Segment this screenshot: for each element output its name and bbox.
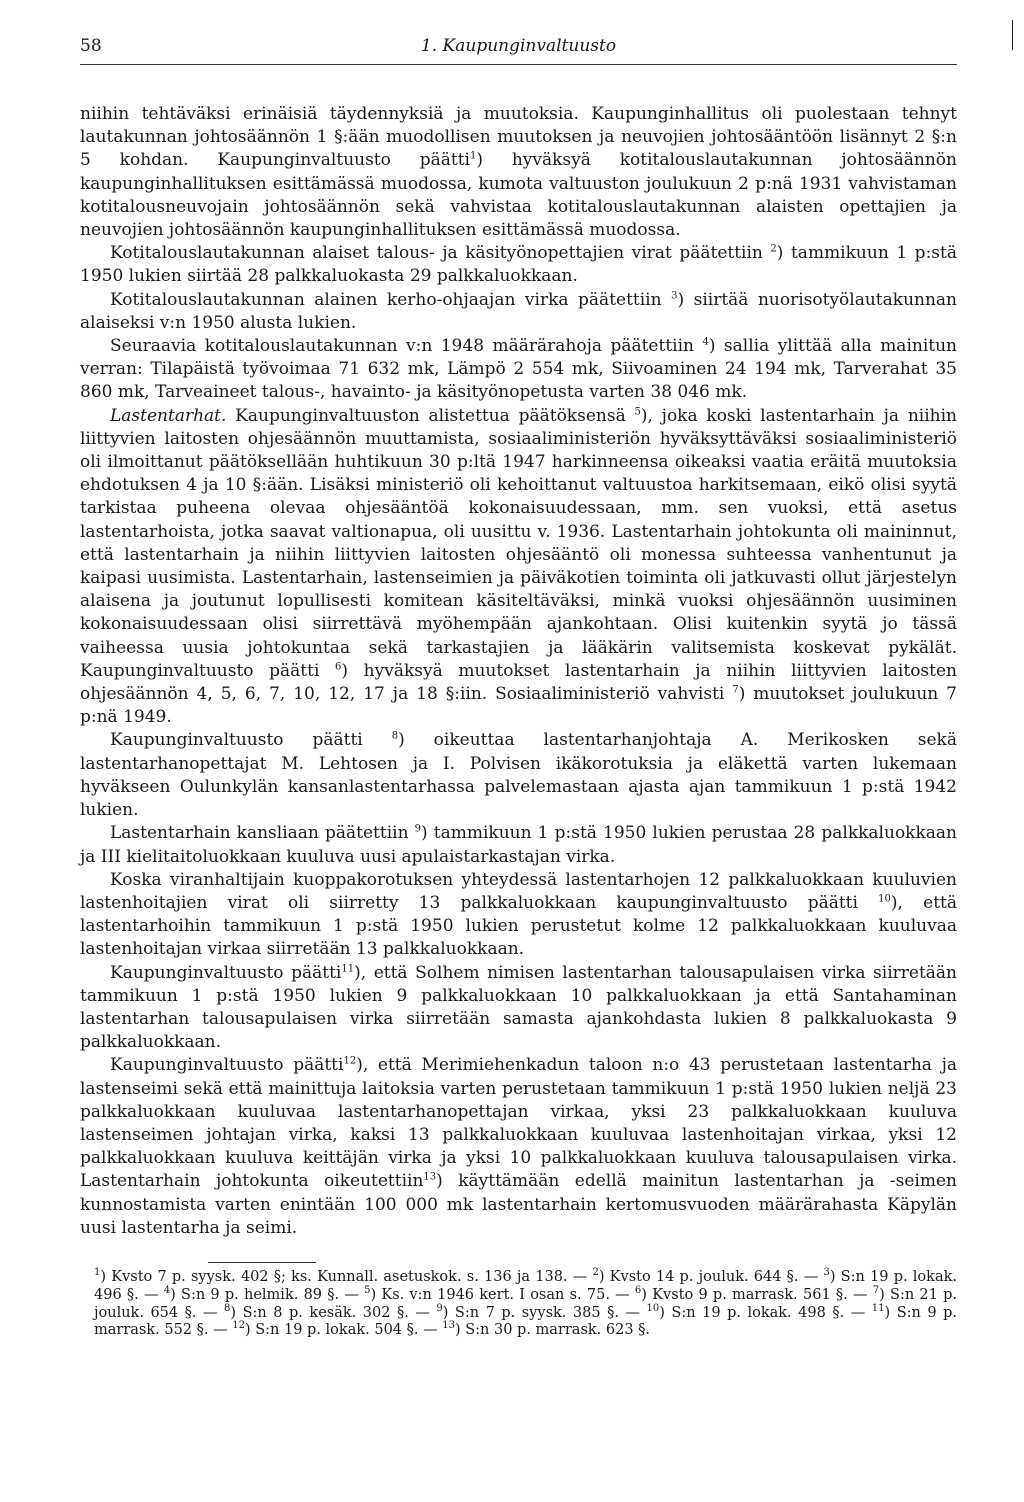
- text-run: ) muutokset joulukuun 7 p:nä 1949.: [80, 684, 957, 728]
- footnote-marker: 5: [364, 1284, 371, 1296]
- footnote-text: ) S:n 9 p. marrask. 552 §. —: [94, 1304, 957, 1339]
- paragraph: [80, 289, 957, 335]
- footnote-text: ) S:n 19 p. lokak. 504 §. —: [244, 1322, 443, 1339]
- paragraph: [80, 335, 957, 405]
- scan-edge-mark: [1012, 20, 1013, 50]
- text-run: ) käyttämään edellä mainitun lastentarhan ja -seimen kunnostamista varten enintään 100 000 mk lastentarhain kertomusvuoden määrärahasta Käpylän uusi lastentarha ja seimi.: [80, 1171, 957, 1238]
- footnote-marker: 12: [232, 1320, 245, 1332]
- footnote-text: ) S:n 30 p. marrask. 623 §.: [454, 1322, 651, 1339]
- footnote-text: ) Kvsto 7 p. syysk. 402 §; ks. Kunnall. asetuskok. s. 136 ja 138. —: [100, 1268, 593, 1285]
- footnote-ref: 8: [391, 730, 399, 742]
- footnote-text: ) S:n 19 p. lokak. 496 §. —: [94, 1268, 957, 1303]
- footnote-ref: 10: [878, 893, 891, 905]
- footnote-marker: 6: [634, 1284, 642, 1296]
- text-run: ) oikeuttaa lastentarhanjohtaja A. Merikosken sekä lastentarhanopettajat M. Lehtosen ja I. Polvisen ikäkorotuksia ja eläkettä varten lukemaan hyväkseen Oulunkylän kansanlastentarhassa palvelemastaan ajasta ajan tammikuun 1 p:stä 1942 lukien.: [80, 730, 957, 821]
- running-title: 1. Kaupunginvaltuusto: [420, 36, 617, 56]
- footnote-text: ) S:n 9 p. helmik. 89 §. —: [170, 1286, 365, 1303]
- text-run: Kaupunginvaltuusto päätti: [110, 962, 342, 983]
- text-run: ) sallia ylittää alla mainitun verran: Tilapäistä työvoimaa 71 632 mk, Lämpö 2 554 mk, Siivoaminen 24 194 mk, Tarverahat 35 860 mk, Tarveaineet talous-, havainto- ja käsityönopetusta varten 38 046 mk.: [80, 336, 957, 403]
- page-number: 58: [80, 36, 102, 56]
- document-page: [80, 36, 957, 1340]
- text-run: ), että Solhem nimisen lastentarhan talousapulaisen virka siirretään tammikuun 1 p:stä 1950 lukien 9 palkkaluokkaan 10 palkkaluokkaan ja että Santahaminan lastentarhan talousapulaisen virka siirretään samasta ajankohdasta lukien 8 palkkaluokasta 9 palkkaluokkaan.: [80, 962, 957, 1053]
- paragraph: [80, 103, 957, 242]
- footnote-ref: 7: [732, 684, 739, 696]
- footnote-marker: 11: [871, 1302, 885, 1314]
- body-text: [80, 103, 957, 1240]
- footnote-marker: 7: [872, 1284, 880, 1296]
- text-run: ), että Merimiehenkadun taloon n:o 43 perustetaan lastentarha ja lastenseimi sekä että mainittuja laitoksia varten perustetaan tammikuun 1 p:stä 1950 lukien neljä 23 palkkaluokkaan kuuluvaa lastentarhanopettajan virkaa, yksi 23 palkkaluokkaan kuuluva lastenseimen johtajan virka, kaksi 13 palkkaluokkaan kuuluvaa lastenhoitajan virkaa, yksi 12 palkkaluokkaan kuuluva keittäjän virka ja yksi 10 palkkaluokkaan kuuluva talousapulaisen virka. Lastentarhain johtokunta oikeutettiin: [80, 1055, 957, 1192]
- text-run: Kaupunginvaltuuston alistettua päätöksensä: [226, 405, 635, 426]
- text-run: ), joka koski lastentarhain ja niihin liittyvien laitosten ohjesäännön muuttamista, sosiaaliministeriön hyväksyttäväksi sosiaaliministeriö oli ilmoittanut päätöksellään huhtikuun 30 p:ltä 1947 harkinneensa oikeaksi vaatia eräitä muutoksia ehdotuksen 4 ja 10 §:ään. Lisäksi ministeriö oli kehoittanut valtuustoa harkitsemaan, eikö olisi syytä tarkistaa puheena olevaa ohjesääntöä kokonaisuudessaan, mm. sen vuoksi, että asetus lastentarhoista, jotka saavat valtionapua, oli uusittu v. 1936. Lastentarhain johtokunta oli maininnut, että lastentarhain ja niihin liittyvien laitosten ohjesääntö oli monessa suhteessa vanhentunut ja kaipasi uusimista. Lastentarhain, lastenseimien ja päiväkotien toiminta oli jatkuvasti ollut järjestelyn alaisena ja joutunut lopullisesti komitean käsiteltäväksi, minkä vuoksi ohjesäännön uusiminen kokonaisuudessaan olisi siirrettävä myöhempään ajankohtaan. Olisi kuitenkin syytä jo tässä vaiheessa uusia johtokuntaa sekä tarkastajien ja lääkärin valitsemista koskevat pykälät. Kaupunginvaltuusto päätti: [80, 405, 957, 681]
- text-run: ) tammikuun 1 p:stä 1950 lukien perustaa 28 palkkaluokkaan ja III kielitaitoluokkaan kuuluva uusi apulaistarkastajan virka.: [80, 823, 957, 867]
- footnote-text: ) S:n 21 p. jouluk. 654 §. —: [94, 1286, 958, 1321]
- footnote-ref: 9: [414, 823, 422, 835]
- footnote-ref: 11: [341, 962, 355, 974]
- footnote-marker: 3: [823, 1267, 830, 1279]
- footnote-marker: 1: [94, 1267, 101, 1279]
- footnote-ref: 4: [702, 336, 709, 348]
- paragraph: [80, 962, 957, 1055]
- footnote-ref: 13: [423, 1171, 437, 1183]
- text-run: Kaupunginvaltuusto päätti: [110, 1055, 344, 1076]
- text-run: Kotitalouslautakunnan alaiset talous- ja käsityönopettajien virat päätettiin: [110, 243, 771, 264]
- footnote-rule: [208, 1262, 316, 1263]
- text-run: Kotitalouslautakunnan alainen kerho-ohjaajan virka päätettiin: [110, 289, 672, 310]
- text-run: ) siirtää nuorisotyölautakunnan alaiseksi v:n 1950 alusta lukien.: [80, 289, 958, 333]
- paragraph: [80, 729, 957, 822]
- page-header: [80, 36, 957, 65]
- footnote-ref: 1: [469, 150, 477, 162]
- paragraph: [80, 242, 957, 288]
- text-run: niihin tehtäväksi erinäisiä täydennyksiä ja muutoksia. Kaupunginhallitus oli puolestaan tehnyt lautakunnan johtosäännön 1 §:ään muodollisen muutoksen ja neuvojien johtosääntöön lisännyt 2 §:n 5 kohdan. Kaupunginvaltuusto päätti: [80, 104, 957, 171]
- footnote-text: ) S:n 7 p. syysk. 385 §. —: [442, 1304, 647, 1321]
- paragraph: [80, 1054, 957, 1240]
- footnote-ref: 5: [634, 405, 641, 417]
- text-run: Kaupunginvaltuusto päätti: [110, 730, 392, 751]
- footnote-text: ) Kvsto 14 p. jouluk. 644 §. —: [598, 1268, 824, 1285]
- footnote-ref: 12: [343, 1055, 357, 1067]
- paragraph: [80, 822, 957, 868]
- text-run: ) hyväksyä kotitalouslautakunnan johtosäännön kaupunginhallituksen esittämässä muodossa, kumota valtuuston joulukuun 2 p:nä 1931 vahvistaman kotitalousneuvojain johtosäännön sekä vahvistaa kotitalouslautakunnan alaisten opettajien ja neuvojien johtosäännön kaupunginhallituksen esittämässä muodossa.: [80, 150, 957, 241]
- footnote-marker: 13: [442, 1320, 455, 1332]
- footnote-ref: 2: [770, 243, 777, 255]
- footnote-ref: 3: [671, 289, 678, 301]
- text-run: Lastentarhain kansliaan päätettiin: [110, 823, 415, 844]
- text-run: ) tammikuun 1 p:stä 1950 lukien siirtää 28 palkkaluokasta 29 palkkaluokkaan.: [80, 243, 957, 287]
- text-run: Koska viranhaltijain kuoppakorotuksen yhteydessä lastentarhojen 12 palkkaluokkaan kuuluvien lastenhoitajien virat oli siirretty 13 palkkaluokkaan kaupunginvaltuusto päätti: [80, 869, 957, 913]
- footnote-text: ) Kvsto 9 p. marrask. 561 §. —: [641, 1286, 873, 1303]
- footnote-marker: 4: [163, 1284, 171, 1296]
- footnotes: [80, 1269, 957, 1340]
- paragraph: [80, 869, 957, 962]
- footnote-ref: 6: [335, 661, 342, 673]
- paragraph: [80, 405, 957, 730]
- footnote-text: ) S:n 19 p. lokak. 498 §. —: [659, 1304, 872, 1321]
- footnote-marker: 10: [646, 1302, 660, 1314]
- footnote-marker: 2: [592, 1267, 599, 1279]
- text-run: ) hyväksyä muutokset lastentarhain ja niihin liittyvien laitosten ohjesäännön 4, 5, 6, 7, 10, 12, 17 ja 18 §:iin. Sosiaaliministeriö vahvisti: [80, 660, 957, 705]
- text-run: Seuraavia kotitalouslautakunnan v:n 1948 määrärahoja päätettiin: [110, 336, 703, 357]
- footnote-marker: 8: [224, 1302, 231, 1314]
- section-heading: Lastentarhat.: [110, 405, 227, 426]
- footnote-text: ) S:n 8 p. kesäk. 302 §. —: [230, 1304, 437, 1321]
- footnote-marker: 9: [436, 1302, 443, 1314]
- footnote-text: ) Ks. v:n 1946 kert. I osan s. 75. —: [370, 1286, 635, 1303]
- text-run: ), että lastentarhoihin tammikuun 1 p:stä 1950 lukien perustetut kolme 12 palkkaluokkaan kuuluvaa lastenhoitajan virkaa siirretään 13 palkkaluokkaan.: [80, 892, 957, 960]
